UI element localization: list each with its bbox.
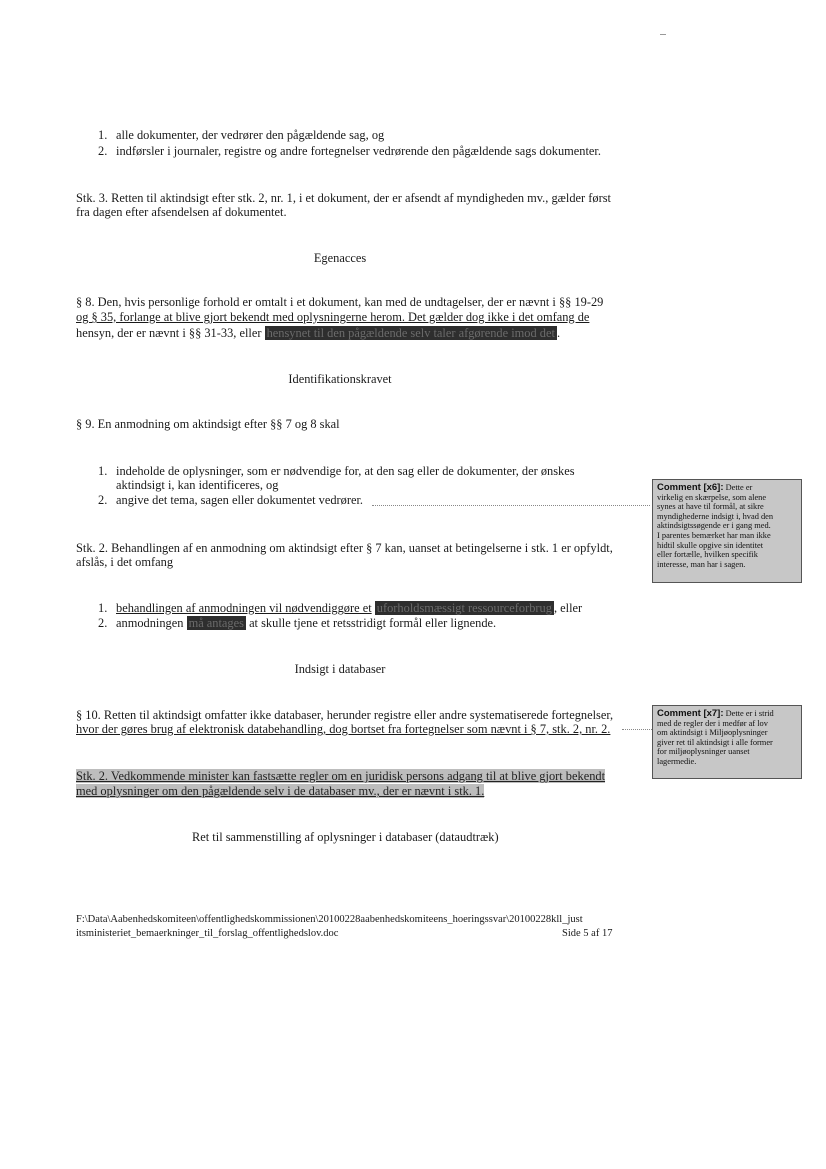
comment-text: hidtil skulle opgive sin identitet [657,540,764,550]
comment-box-x6[interactable] [652,479,802,583]
comment-text: synes at have til formål, at sikre [657,502,764,512]
comment-box-x7[interactable] [652,705,802,779]
footer-page-number: Side 5 af 17 [562,928,613,939]
par10-stk2-text: Stk. 2. Vedkommende minister kan fastsætte regler om en juridisk persons adgang til at blive gjort bekendt [76,769,606,783]
list-text: indførsler i journaler, registre og andre fortegnelser vedrørende den pågældende sags dokumenter. [116,144,601,158]
par8-line3-end: . [556,326,561,340]
par9-stk2-line2: afslås, i det omfang [76,555,174,569]
par8-line2-text: og § 35, forlange at blive gjort bekendt med oplysningerne herom. Det gælder dog ikke i det omfang de [76,310,590,324]
redaction-highlight: hensynet til den pågældende selv taler afgørende imod det [266,326,555,340]
section-heading-ident: Identifikationskravet [288,372,392,386]
par9-stk2-line1: Stk. 2. Behandlingen af en anmodning om aktindsigt efter § 7 kan, uanset at betingelserne i stk. 1 er opfyldt, [76,541,613,555]
corner-mark [660,34,666,35]
comment-text: lagermedie. [657,756,697,766]
par9-intro: § 9. En anmodning om aktindsigt efter §§ 7 og 8 skal [76,417,340,431]
comment-text: virkelig en skærpelse, som alene [657,492,767,502]
list-number: 1. [98,128,108,142]
comment-leader [372,505,650,506]
comment-label: Comment [x7]: [657,708,724,719]
stk3-line1: Stk. 3. Retten til aktindsigt efter stk. 2, nr. 1, i et dokument, der er afsendt af myndigheden mv., gælder først [76,191,611,205]
comment-text: med de regler der i medfør af lov [657,718,768,728]
par10-line2 [76,722,610,736]
list-number: 2. [98,144,108,158]
comment-leader [622,729,652,730]
par10-stk2-text: med oplysninger om den pågældende selv i de databaser mv., der er nævnt i stk. 1. [76,784,485,798]
par10-line1: § 10. Retten til aktindsigt omfatter ikke databaser, herunder registre eller andre systematiserede fortegnelser, [76,708,614,722]
list-text: behandlingen af anmodningen vil nødvendiggøre et [116,601,372,615]
footer-path-line1: F:\Data\Aabenhedskomiteen\offentlighedskommissionen\20100228aabenhedskomiteens_hoeringssvar\20100228kll_just [76,914,583,925]
comment-text: eller fortælle, hvilken specifik [657,550,758,560]
comment-text: Dette er i strid [725,709,774,718]
redaction-highlight: uforholdsmæssigt ressourceforbrug [376,601,552,615]
comment-text: for miljøoplysninger uanset [657,747,750,757]
list-number: 1. [98,601,108,615]
list-text-end: , eller [553,601,583,615]
section-heading-database: Indsigt i databaser [294,662,386,676]
comment-text: I parentes bemærket har man ikke [657,530,771,540]
comment-text: interesse, man har i sagen. [657,559,746,569]
list-text: indeholde de oplysninger, som er nødvendige for, at den sag eller de dokumenter, der ønskes [116,464,575,478]
redaction-highlight: må antages [188,616,244,630]
comment-text: om aktindsigt i Miljøoplysninger [657,728,768,738]
list-number: 2. [98,493,108,507]
par8-line2 [76,310,589,324]
comment-text: Dette er [725,483,753,492]
par8-line3-start: hensyn, der er nævnt i §§ 31-33, eller [76,326,262,340]
list-text: angive det tema, sagen eller dokumentet vedrører. [116,493,364,507]
footer-path-line2: itsministeriet_bemaerkninger_til_forslag_offentlighedslov.doc [76,928,339,939]
list-number: 1. [98,464,108,478]
comment-label: Comment [x6]: [657,482,724,493]
par10-stk2-line1 [76,769,605,783]
comment-text: giver ret til aktindsigt i alle former [657,737,773,747]
par10-line2-text: hvor der gøres brug af elektronisk databehandling, dog bortset fra fortegnelser som nævnt i § 7, stk. 2, nr. 2. [76,722,611,736]
list-text: aktindsigt i, kan identificeres, og [116,478,279,492]
par8-line1: § 8. Den, hvis personlige forhold er omtalt i et dokument, kan med de undtagelser, der er nævnt i §§ 19-29 [76,295,604,309]
par10-stk2-line2 [76,784,484,798]
par8-line3 [76,326,560,340]
comment-text: aktindsigtssøgende er i gang med. [657,521,771,531]
comment-text: myndighederne indsigt i, hvad den [657,511,774,521]
list-text: alle dokumenter, der vedrører den pågældende sag, og [116,128,385,142]
stk3-line2: fra dagen efter afsendelsen af dokumentet. [76,205,287,219]
section-heading-egenacces: Egenacces [313,251,367,265]
list-number: 2. [98,616,108,630]
section-heading-sammenstilling: Ret til sammenstilling af oplysninger i databaser (dataudtræk) [192,830,499,844]
list-text: anmodningen [116,616,184,630]
list-text-end: at skulle tjene et retsstridigt formål eller lignende. [249,616,497,630]
